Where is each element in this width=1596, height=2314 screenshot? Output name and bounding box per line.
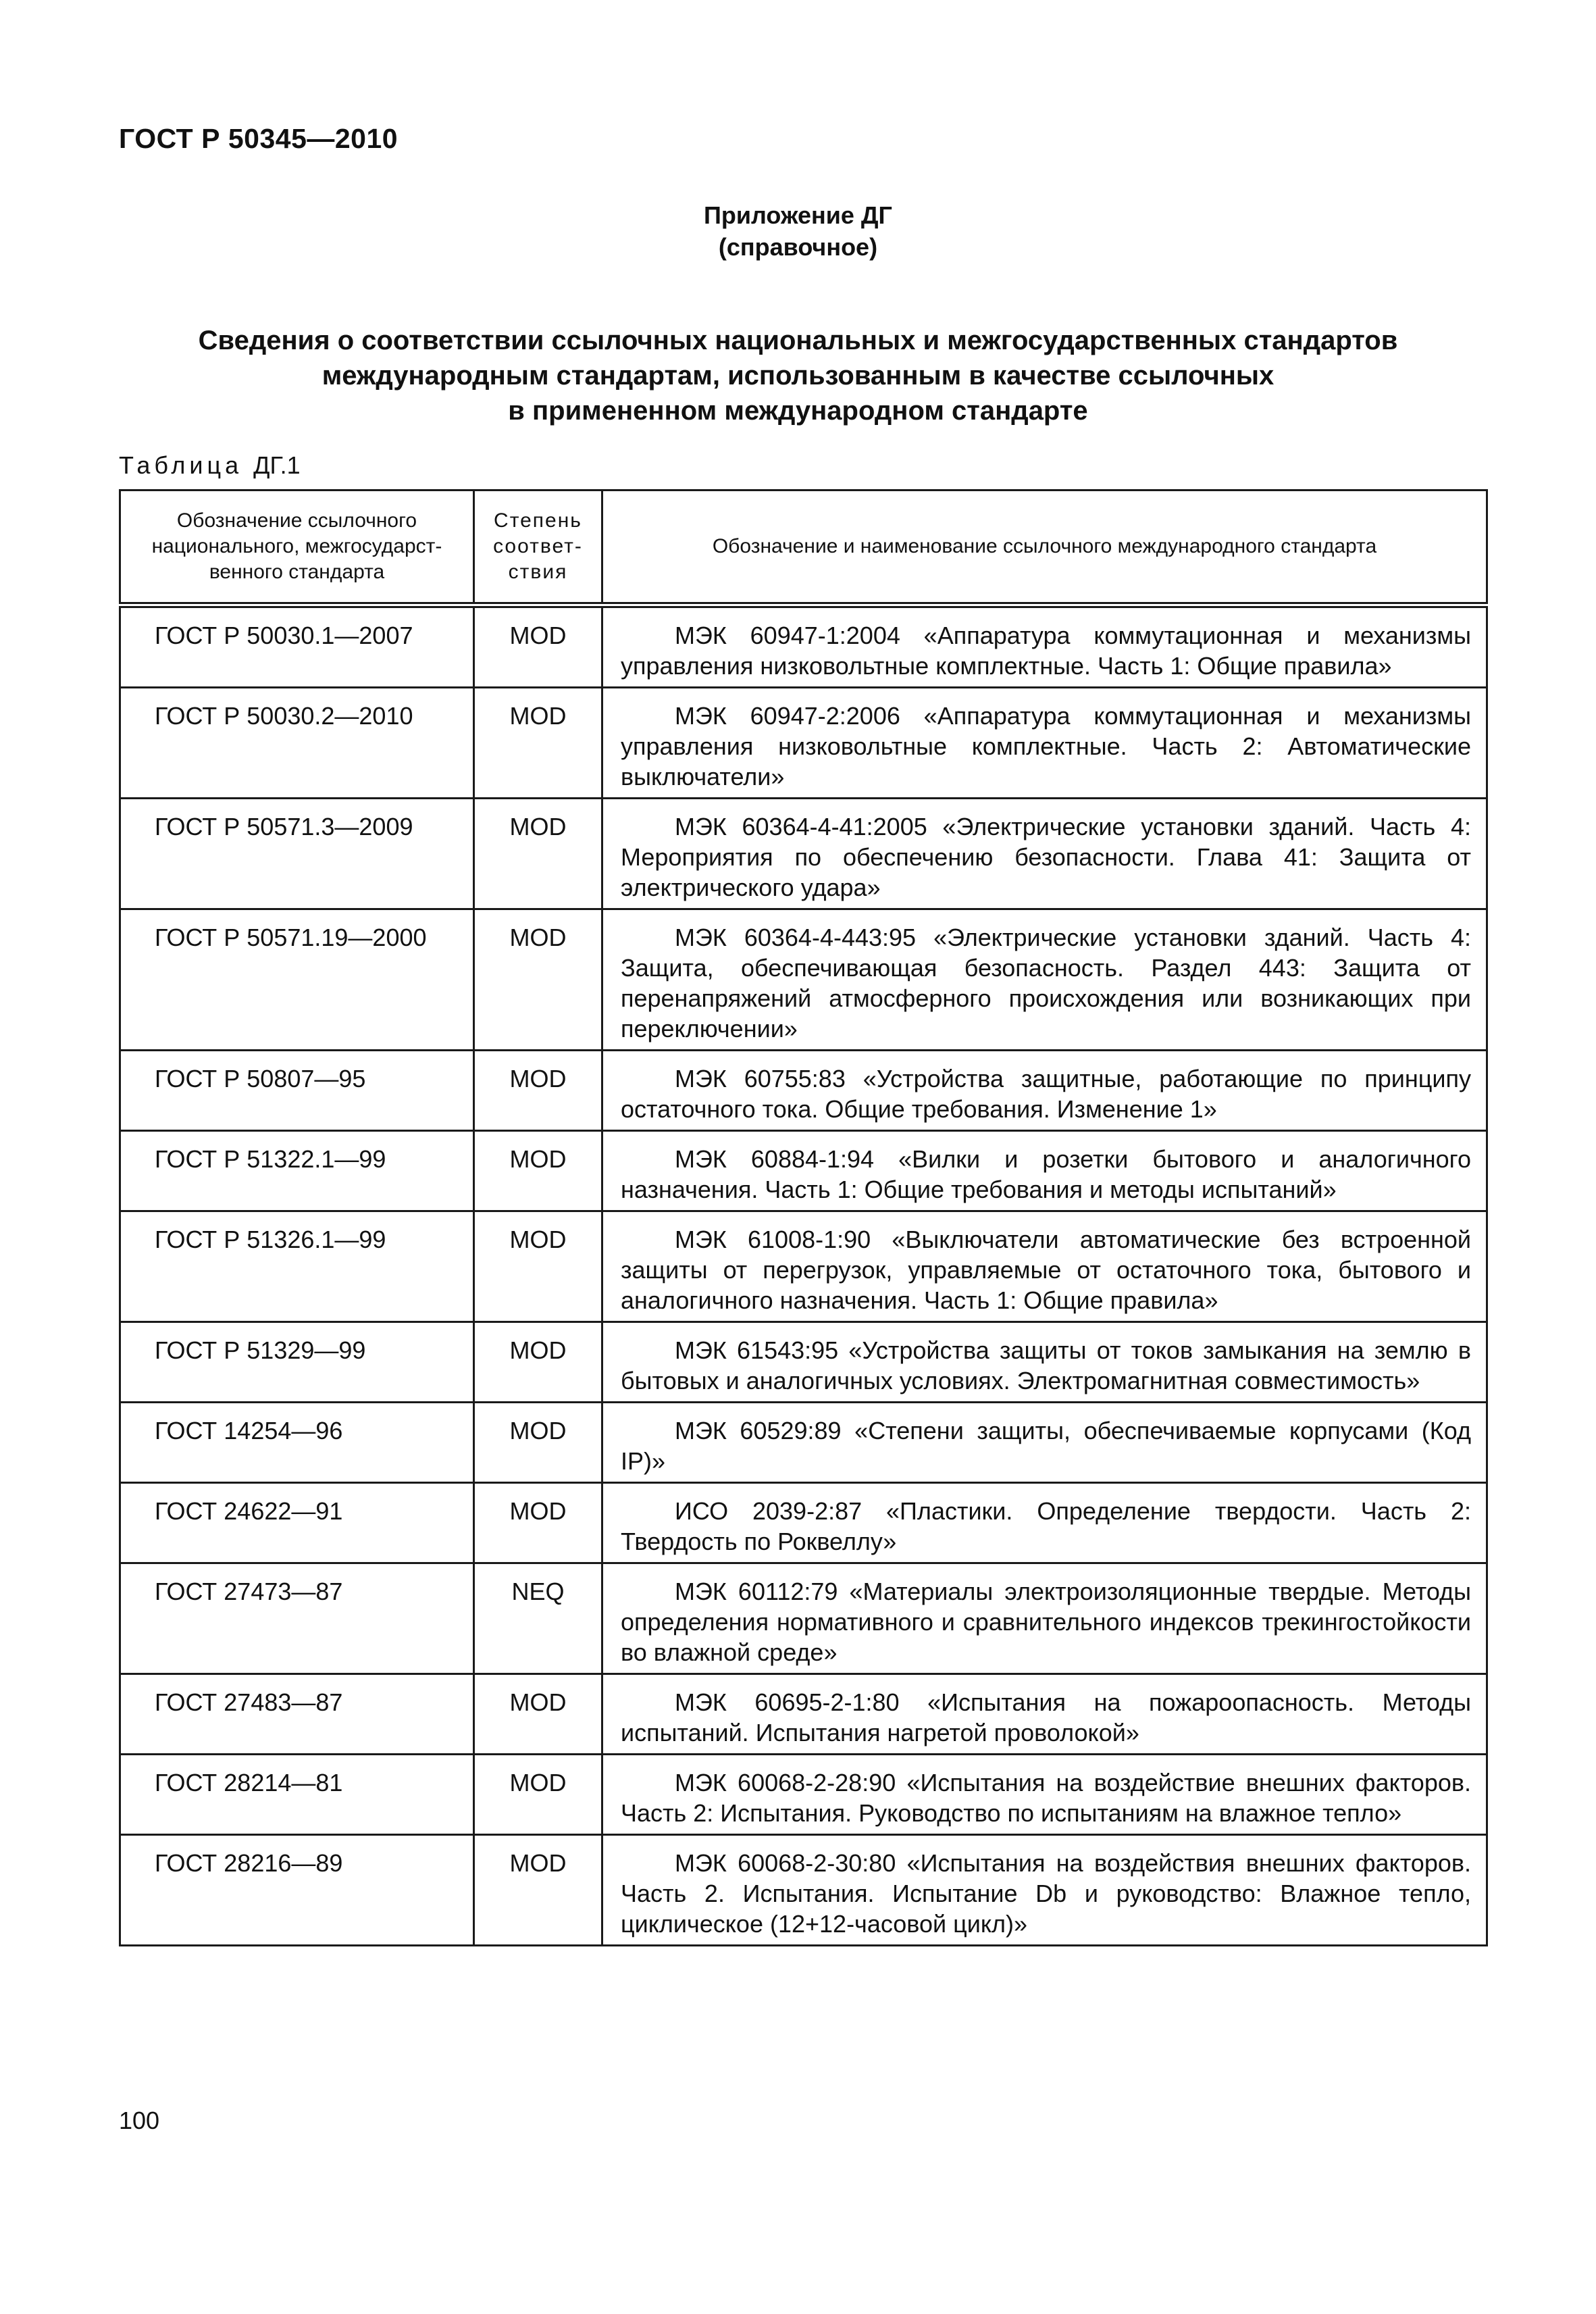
conformity-degree-cell: MOD: [474, 1483, 602, 1563]
table-row: [120, 605, 1487, 688]
conformity-degree-cell: NEQ: [474, 1563, 602, 1674]
national-standard-cell: ГОСТ 14254—96: [120, 1403, 474, 1483]
table-row: [120, 1403, 1487, 1483]
main-title-line: в примененном международном стандарте: [508, 396, 1088, 426]
table-row: [120, 1131, 1487, 1211]
conformity-degree-cell: MOD: [474, 605, 602, 688]
table-row: [120, 1755, 1487, 1835]
table-row: [120, 1051, 1487, 1131]
conformity-degree-cell: MOD: [474, 1211, 602, 1322]
table-body: [120, 605, 1487, 1946]
national-standard-cell: ГОСТ 28216—89: [120, 1835, 474, 1946]
international-standard-cell: МЭК 60364-4-443:95 «Электрические установки зданий. Часть 4: Защита, обеспечивающая безопасность. Раздел 443: Защита от перенапряжений атмосферного происхождения или возникающих при переключении»: [602, 909, 1487, 1051]
national-standard-cell: ГОСТ Р 51329—99: [120, 1322, 474, 1403]
table-row: [120, 1674, 1487, 1755]
table-row: [120, 1835, 1487, 1946]
national-standard-cell: ГОСТ 28214—81: [120, 1755, 474, 1835]
conformity-degree-cell: MOD: [474, 688, 602, 799]
international-standard-cell: ИСО 2039-2:87 «Пластики. Определение твердости. Часть 2: Твердость по Роквеллу»: [602, 1483, 1487, 1563]
table-row: [120, 1563, 1487, 1674]
header-national-standard: Обозначение ссылочного национального, межгосударст-венного стандарта: [120, 491, 474, 605]
annex-kind: (справочное): [718, 233, 878, 261]
conformity-degree-cell: MOD: [474, 909, 602, 1051]
international-standard-cell: МЭК 60112:79 «Материалы электроизоляционные твердые. Методы определения нормативного и сравнительного индексов трекингостойкости во влажной среде»: [602, 1563, 1487, 1674]
conformity-degree-cell: MOD: [474, 799, 602, 909]
international-standard-cell: МЭК 60947-1:2004 «Аппаратура коммутационная и механизмы управления низковольтные комплектные. Часть 1: Общие правила»: [602, 605, 1487, 688]
international-standard-cell: МЭК 60884-1:94 «Вилки и розетки бытового и аналогичного назначения. Часть 1: Общие требования и методы испытаний»: [602, 1131, 1487, 1211]
international-standard-cell: МЭК 60695-2-1:80 «Испытания на пожароопасность. Методы испытаний. Испытания нагретой проволокой»: [602, 1674, 1487, 1755]
international-standard-cell: МЭК 60529:89 «Степени защиты, обеспечиваемые корпусами (Код IP)»: [602, 1403, 1487, 1483]
international-standard-cell: МЭК 60068-2-30:80 «Испытания на воздействия внешних факторов. Часть 2. Испытания. Испытание Db и руководство: Влажное тепло, циклическое (12+12-часовой цикл)»: [602, 1835, 1487, 1946]
table-row: [120, 799, 1487, 909]
table-row: [120, 909, 1487, 1051]
header-international-standard: Обозначение и наименование ссылочного международного стандарта: [602, 491, 1487, 605]
national-standard-cell: ГОСТ 27483—87: [120, 1674, 474, 1755]
national-standard-cell: ГОСТ Р 50571.3—2009: [120, 799, 474, 909]
table-caption: [119, 451, 301, 480]
annex-title: Приложение ДГ: [704, 201, 892, 229]
table-caption-label: Таблица: [119, 451, 243, 479]
conformity-degree-cell: MOD: [474, 1674, 602, 1755]
national-standard-cell: ГОСТ Р 50030.1—2007: [120, 605, 474, 688]
table-row: [120, 1483, 1487, 1563]
table-row: [120, 1211, 1487, 1322]
conformity-degree-cell: MOD: [474, 1131, 602, 1211]
international-standard-cell: МЭК 60364-4-41:2005 «Электрические установки зданий. Часть 4: Мероприятия по обеспечению безопасности. Глава 41: Защита от электрического удара»: [602, 799, 1487, 909]
conformity-degree-cell: MOD: [474, 1835, 602, 1946]
reference-standards-table: [119, 489, 1488, 1946]
conformity-degree-cell: MOD: [474, 1322, 602, 1403]
page-number: 100: [119, 2107, 160, 2134]
national-standard-cell: ГОСТ 27473—87: [120, 1563, 474, 1674]
international-standard-cell: МЭК 61543:95 «Устройства защиты от токов замыкания на землю в бытовых и аналогичных условиях. Электромагнитная совместимость»: [602, 1322, 1487, 1403]
national-standard-cell: ГОСТ Р 50030.2—2010: [120, 688, 474, 799]
international-standard-cell: МЭК 60068-2-28:90 «Испытания на воздействие внешних факторов. Часть 2: Испытания. Руководство по испытаниям на влажное тепло»: [602, 1755, 1487, 1835]
table-header-row: [120, 491, 1487, 605]
conformity-degree-cell: MOD: [474, 1755, 602, 1835]
national-standard-cell: ГОСТ Р 50807—95: [120, 1051, 474, 1131]
table-row: [120, 688, 1487, 799]
main-title-line: Сведения о соответствии ссылочных национальных и межгосударственных стандартов: [198, 326, 1398, 355]
document-code: ГОСТ Р 50345—2010: [119, 123, 398, 154]
main-title-line: международным стандартам, использованным в качестве ссылочных: [321, 361, 1275, 391]
international-standard-cell: МЭК 60755:83 «Устройства защитные, работающие по принципу остаточного тока. Общие требования. Изменение 1»: [602, 1051, 1487, 1131]
international-standard-cell: МЭК 61008-1:90 «Выключатели автоматические без встроенной защиты от перегрузок, управляемые от остаточного тока, бытового и аналогичного назначения. Часть 1: Общие правила»: [602, 1211, 1487, 1322]
national-standard-cell: ГОСТ 24622—91: [120, 1483, 474, 1563]
national-standard-cell: ГОСТ Р 51322.1—99: [120, 1131, 474, 1211]
conformity-degree-cell: MOD: [474, 1403, 602, 1483]
main-title: [135, 323, 1461, 428]
table-row: [120, 1322, 1487, 1403]
header-conformity-degree: Степень соответ-ствия: [474, 491, 602, 605]
national-standard-cell: ГОСТ Р 51326.1—99: [120, 1211, 474, 1322]
conformity-degree-cell: MOD: [474, 1051, 602, 1131]
national-standard-cell: ГОСТ Р 50571.19—2000: [120, 909, 474, 1051]
table-caption-number: ДГ.1: [253, 451, 301, 479]
international-standard-cell: МЭК 60947-2:2006 «Аппаратура коммутационная и механизмы управления низковольтные комплектные. Часть 2: Автоматические выключатели»: [602, 688, 1487, 799]
